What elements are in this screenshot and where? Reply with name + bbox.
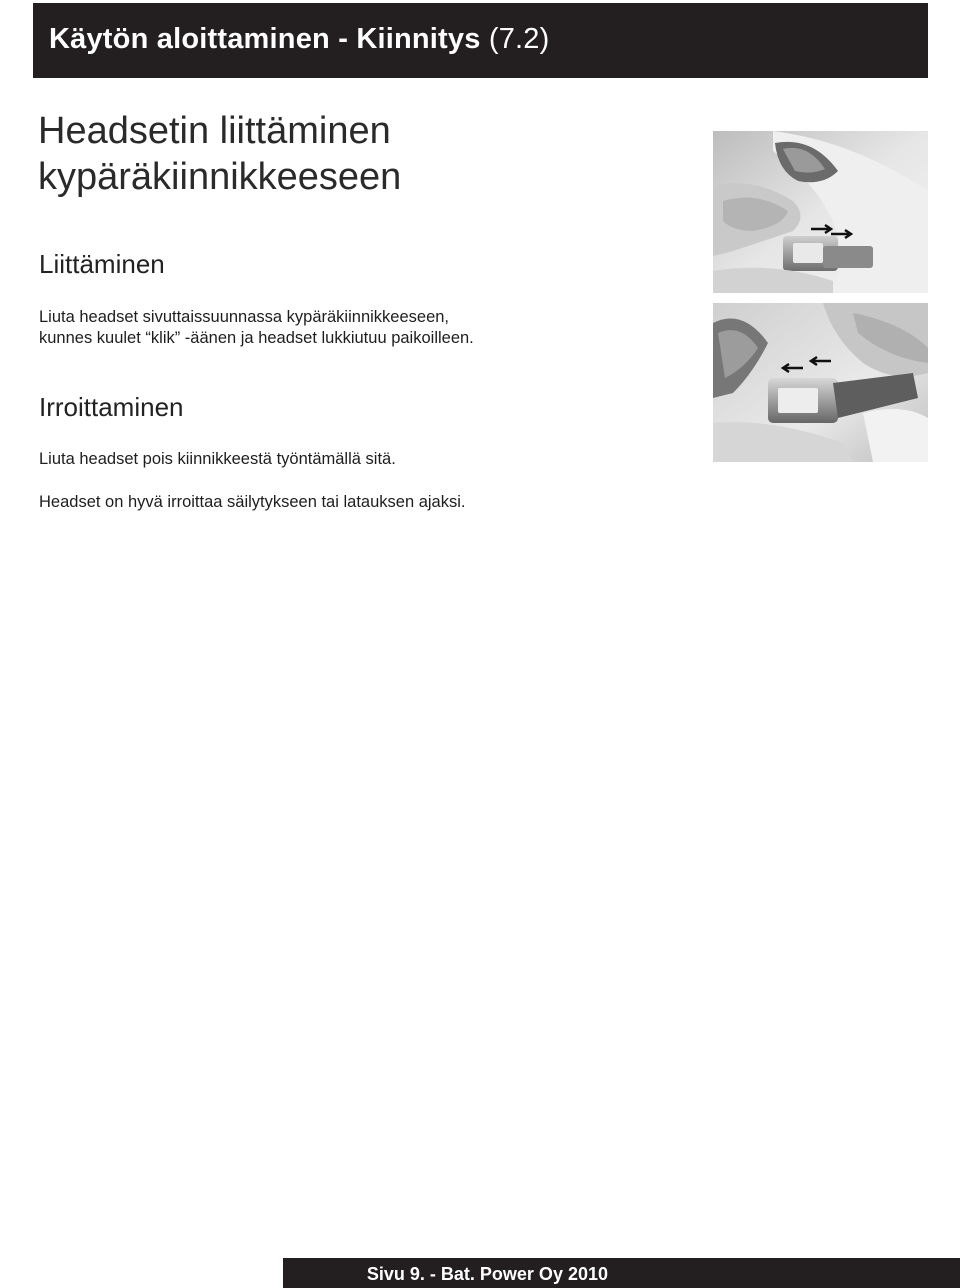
header-bar bbox=[33, 3, 928, 78]
detach-photo-illustration bbox=[713, 303, 928, 462]
detach-heading: Irroittaminen bbox=[39, 392, 184, 422]
storage-note: Headset on hyvä irroittaa säilytykseen tai latauksen ajaksi. bbox=[39, 493, 466, 511]
header-title bbox=[49, 23, 549, 56]
attach-heading: Liittäminen bbox=[39, 249, 165, 279]
detach-photo bbox=[713, 303, 928, 462]
attach-text-line2: kunnes kuulet “klik” -äänen ja headset lukkiutuu paikoilleen. bbox=[39, 329, 474, 347]
page-title-line2: kypäräkiinnikkeeseen bbox=[38, 156, 402, 198]
detach-text: Liuta headset pois kiinnikkeestä työntämällä sitä. bbox=[39, 450, 396, 468]
header-title-version: (7.2) bbox=[488, 23, 550, 55]
header-title-main: Käytön aloittaminen - Kiinnitys bbox=[49, 23, 481, 55]
page-title bbox=[38, 108, 678, 200]
attach-photo bbox=[713, 131, 928, 293]
footer-text: Sivu 9. - Bat. Power Oy 2010 bbox=[366, 1264, 608, 1284]
attach-photo-illustration bbox=[713, 131, 928, 293]
page-title-line1: Headsetin liittäminen bbox=[38, 110, 391, 152]
attach-text-line1: Liuta headset sivuttaissuunnassa kypäräkiinnikkeeseen, bbox=[39, 308, 450, 326]
